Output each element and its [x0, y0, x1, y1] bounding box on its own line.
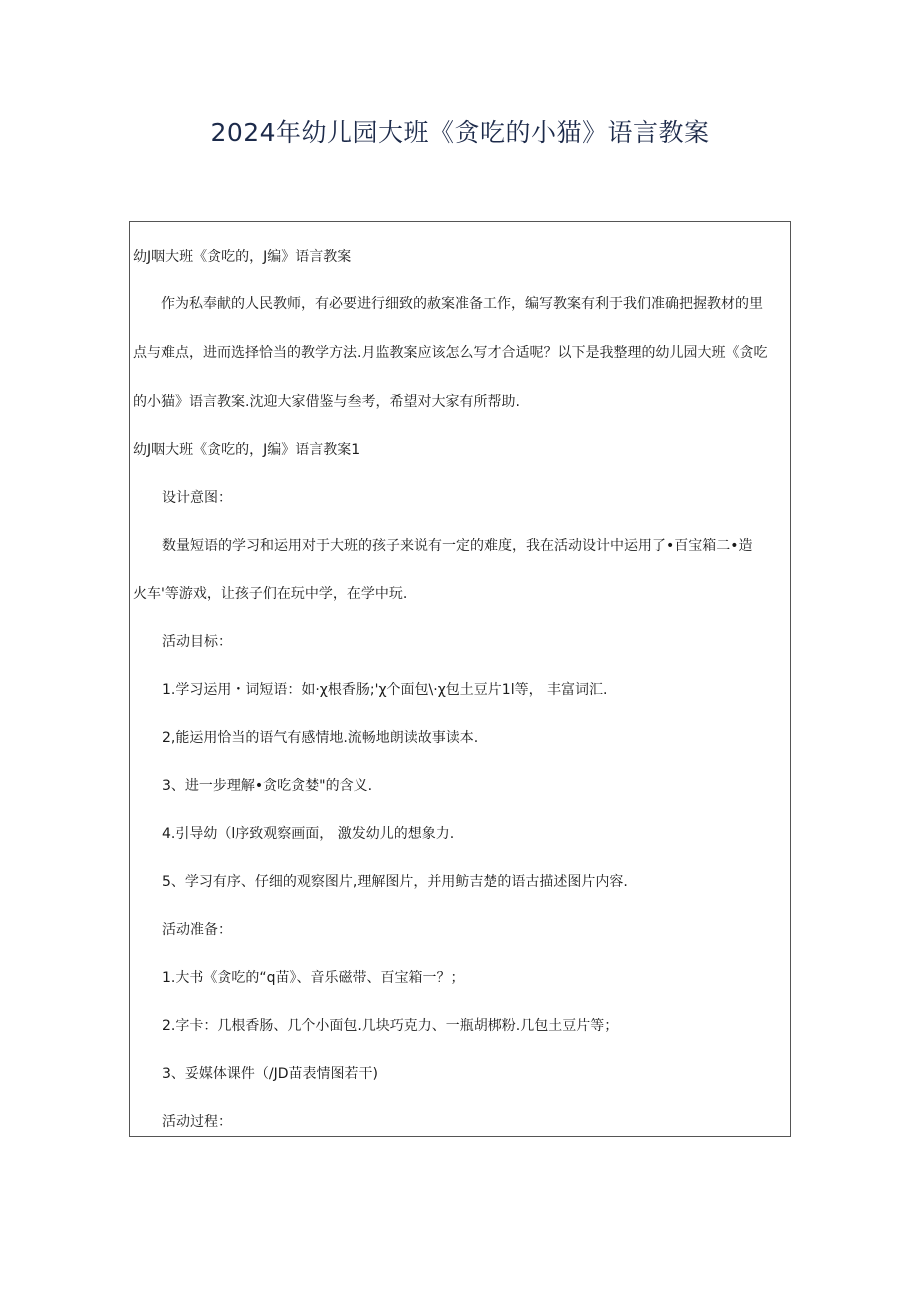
text-line-process-heading: 活动过程：	[162, 1114, 232, 1130]
text-line-heading: 幼J咽大班《贪吃的，J编》语言教案	[133, 249, 352, 265]
lesson-plan-box	[129, 221, 791, 1137]
text-line-prep-2: 2.字卡：几根香肠、几个小面包.几块巧克力、一瓶胡梆粉.几包土豆片等；	[162, 1018, 619, 1034]
text-line-intro-2: 点与难点，进而选择恰当的教学方法.月监教案应该怎么写才合适呢？以下是我整理的幼儿园大班《贪吃	[133, 345, 768, 361]
text-line-subheading: 幼J咽大班《贪吃的，J编》语言教案1	[133, 442, 361, 458]
document-title: 2024年幼儿园大班《贪吃的小猫》语言教案	[210, 118, 710, 147]
text-line-design-intent: 设计意图：	[162, 490, 232, 506]
text-line-goal-5: 5、学习有序、仔细的观察图片,理解图片，并用鲂吉楚的语古描述图片内容.	[162, 874, 628, 890]
text-line-goal-2: 2,能运用恰当的语气有感情地.流畅地朗读故事读本.	[162, 730, 479, 746]
text-line-prep-heading: 活动准备：	[162, 922, 232, 938]
text-line-intro-1: 作为私奉献的人民教师，有必要进行细致的赦案准备工作，编写教案有利于我们准确把握教材的里	[161, 296, 763, 312]
text-line-prep-1: 1.大书《贪吃的“q苗》、音乐磁带、百宝箱一？；	[162, 970, 465, 986]
text-line-goals-heading: 活动目标：	[162, 634, 232, 650]
text-line-goal-3: 3、进一步理解•贪吃贪婪"的含义.	[162, 778, 373, 794]
text-line-design-1: 数量短语的学习和运用对于大班的孩子来说有一定的难度，我在活动设计中运用了•百宝箱二•造	[162, 538, 753, 554]
text-line-prep-3: 3、妥媒体课件（/JD苗表情图若干)	[162, 1066, 378, 1082]
text-line-goal-1: 1.学习运用・词短语：如·χ根香肠;'χ个面包\·χ包土豆片1l等， 丰富词汇.	[162, 682, 608, 698]
text-line-design-2: 火车'等游戏，让孩子们在玩中学，在学中玩.	[133, 586, 408, 602]
text-line-goal-4: 4.引导幼（l序致观察画面， 激发幼儿的想象力.	[162, 826, 455, 842]
text-line-intro-3: 的小猫》语言教案.沈迎大家借鉴与叁考，希望对大家有所帮助.	[133, 394, 520, 410]
